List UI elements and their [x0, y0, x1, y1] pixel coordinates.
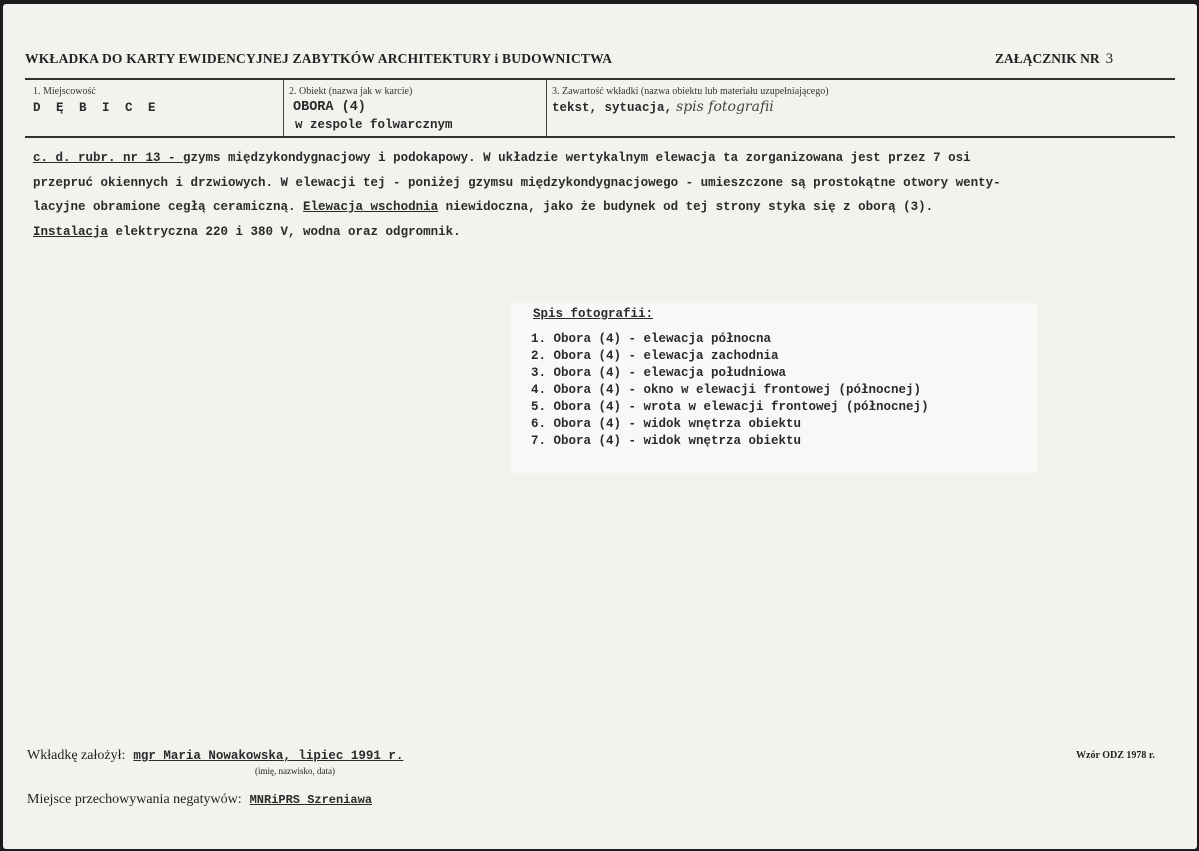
founder-row [27, 748, 403, 764]
annex-number [995, 51, 1113, 68]
founder-label: Wkładkę założył: [27, 748, 126, 763]
founder-value: mgr Maria Nowakowska, lipiec 1991 r. [133, 749, 404, 763]
annex-label: ZAŁĄCZNIK NR [995, 51, 1100, 66]
locality-value: D Ę B I C E [33, 101, 160, 115]
photo-item: 3. Obora (4) - elewacja południowa [531, 366, 787, 380]
photo-item: 5. Obora (4) - wrota w elewacji frontowej (północnej) [531, 400, 929, 414]
storage-label: Miejsce przechowywania negatywów: [27, 792, 242, 807]
photo-item: 2. Obora (4) - elewacja zachodnia [531, 349, 779, 363]
contents-typed: tekst, sytuacja, [552, 101, 673, 115]
description-text [33, 146, 1153, 244]
photo-list-title: Spis fotografii: [533, 307, 654, 321]
header-top-rule [25, 78, 1175, 80]
description-line-3 [33, 195, 1153, 220]
field-divider-2 [546, 80, 547, 136]
founder-caption: (imię, nazwisko, data) [255, 766, 335, 776]
annex-number-value: 3 [1105, 51, 1114, 67]
description-line-3-a: lacyjne obramione cegłą ceramiczną. [33, 200, 304, 214]
description-line-2: przepruć okiennych i drzwiowych. W elewacji tej - poniżej gzymsu międzykondygnacjowego - umieszczone są prostokątne otwory wenty- [33, 175, 1001, 190]
form-reference: Wzór ODZ 1978 r. [1076, 750, 1155, 761]
photo-item: 7. Obora (4) - widok wnętrza obiektu [531, 434, 802, 448]
storage-row [27, 792, 372, 808]
object-value-line2: w zespole folwarcznym [295, 118, 453, 132]
description-line-1-text: gzyms międzykondygnacjowy i podokapowy. W układzie wertykalnym elewacja ta zorganizowana jest przez 7 osi [183, 151, 971, 165]
photo-item: 1. Obora (4) - elewacja północna [531, 332, 772, 346]
object-value-line1: OBORA (4) [293, 100, 366, 115]
description-line-3-b: niewidoczna, jako że budynek od tej strony styka się z oborą (3). [438, 200, 934, 214]
description-line-4-b: elektryczna 220 i 380 V, wodna oraz odgromnik. [108, 224, 461, 239]
description-installation: Instalacja [33, 224, 109, 239]
description-east-elevation: Elewacja wschodnia [303, 200, 439, 214]
photo-item: 4. Obora (4) - okno w elewacji frontowej (północnej) [531, 383, 922, 397]
photo-list [531, 331, 929, 450]
locality-label: 1. Miejscowość [33, 86, 96, 97]
object-label: 2. Obiekt (nazwa jak w karcie) [289, 86, 413, 97]
document-title: WKŁADKA DO KARTY EWIDENCYJNEJ ZABYTKÓW ARCHITEKTURY i BUDOWNICTWA [25, 51, 613, 66]
description-ref: c. d. rubr. nr 13 - [33, 151, 184, 165]
contents-handwritten: spis fotografii [676, 99, 774, 115]
storage-value: MNRiPRS Szreniawa [249, 793, 373, 807]
field-divider-1 [283, 80, 284, 136]
header-bottom-rule [25, 136, 1175, 138]
description-line-4 [33, 220, 1153, 245]
contents-value [552, 98, 774, 116]
photo-item: 6. Obora (4) - widok wnętrza obiektu [531, 417, 802, 431]
description-line-1 [33, 146, 1153, 171]
photo-list-panel [511, 303, 1037, 473]
document-card [3, 4, 1197, 849]
contents-label: 3. Zawartość wkładki (nazwa obiektu lub materiału uzupełniającego) [552, 86, 829, 97]
